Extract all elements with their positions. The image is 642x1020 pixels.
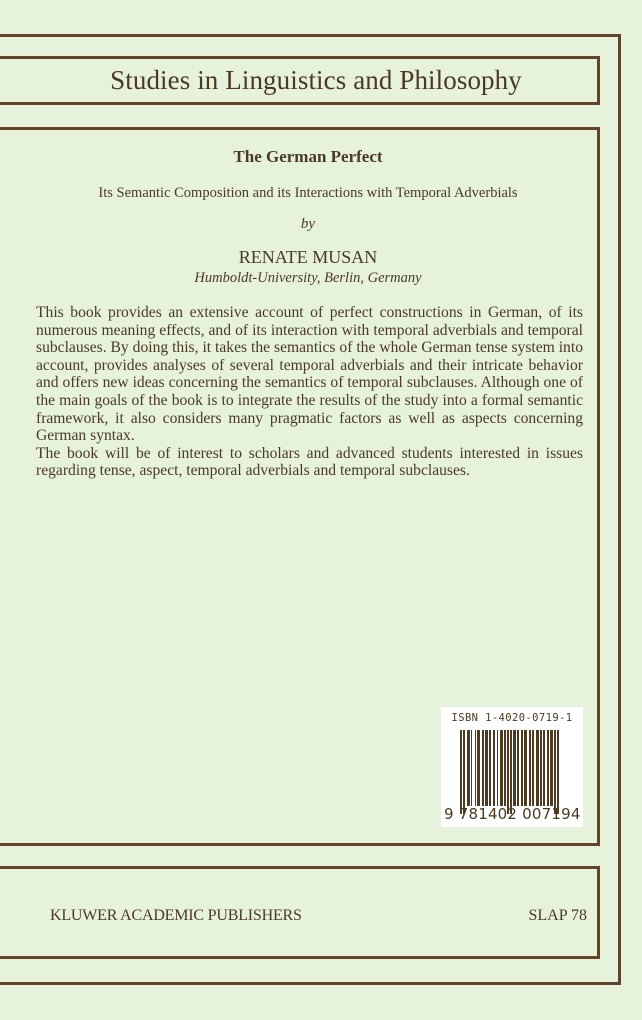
book-subtitle: Its Semantic Composition and its Interactions with Temporal Adverbials	[98, 185, 518, 201]
publisher-name: KLUWER ACADEMIC PUBLISHERS	[50, 907, 302, 924]
series-title: Studies in Linguistics and Philosophy	[110, 65, 522, 95]
description-paragraph-1: This book provides an extensive account of perfect constructions in German, of its numerous meaning effects, and of its interaction with temporal adverbials and temporal subclauses. By doing this, it takes the semantics of the whole German tense system into account, provides analyses of several temporal adverbials and their intricate behavior and offers new ideas concerning the semantics of temporal subclauses. Although one of the main goals of the book is to integrate the results of the study into a formal semantic framework, it also considers many pragmatic factors as well as aspects concerning German syntax.	[36, 304, 583, 445]
description-paragraph-2: The book will be of interest to scholars and advanced students interested in issues regarding tense, aspect, temporal adverbials and temporal subclauses.	[36, 444, 583, 480]
book-title: The German Perfect	[233, 147, 383, 166]
author-name: RENATE MUSAN	[238, 247, 378, 267]
isbn-label: ISBN 1-4020-0719-1	[451, 712, 573, 724]
series-number: SLAP 78	[528, 907, 587, 924]
byline: by	[300, 216, 316, 232]
book-description	[36, 304, 583, 480]
barcode-bars-icon	[460, 730, 578, 812]
barcode-digits: 9 781402 007194	[444, 805, 581, 823]
author-affiliation: Humboldt-University, Berlin, Germany	[194, 270, 422, 286]
isbn-barcode	[441, 707, 583, 827]
